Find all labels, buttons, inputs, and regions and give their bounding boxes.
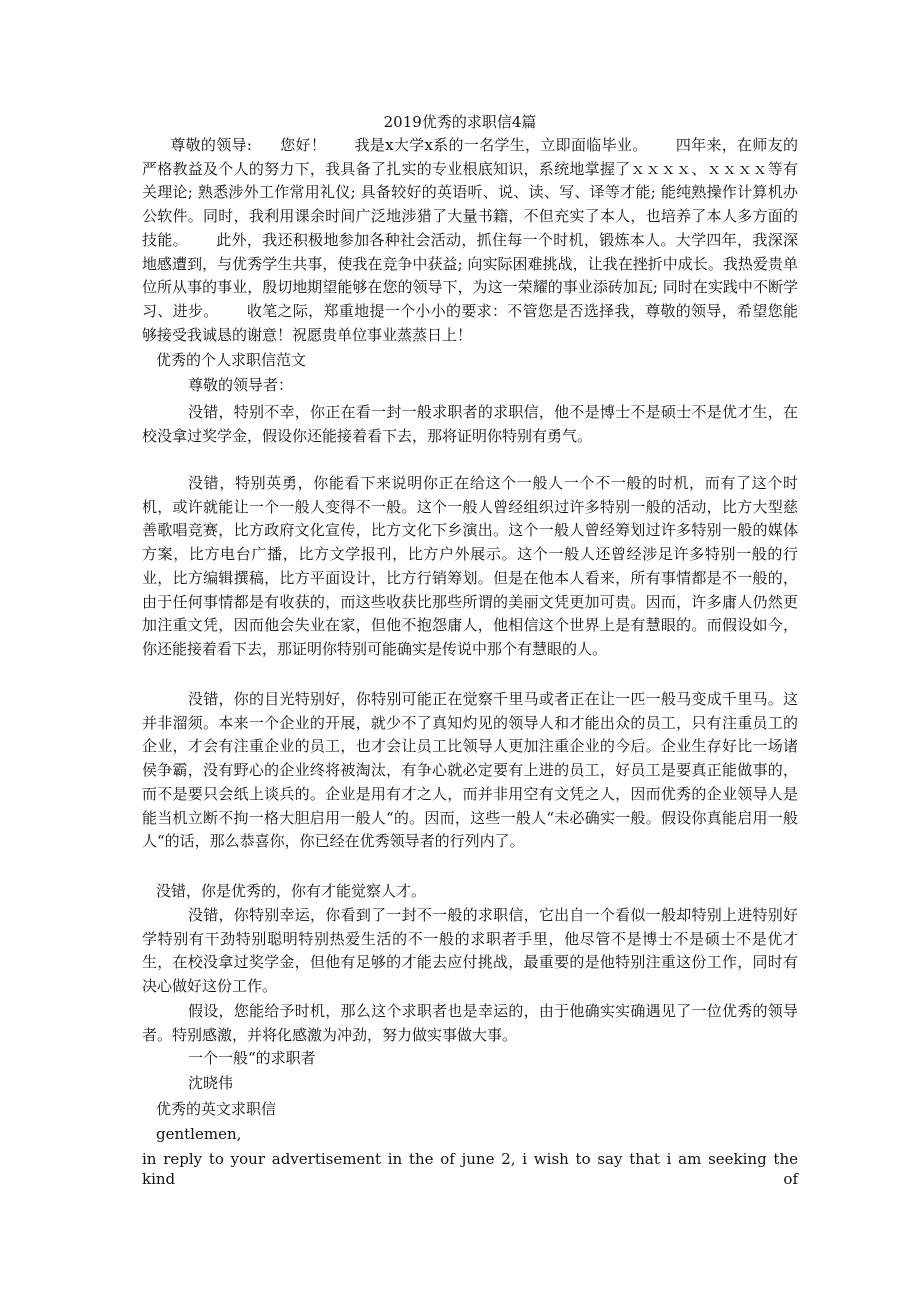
letter1-intro: 我是x大学x系的一名学生，立即面临毕业。 xyxy=(354,136,648,154)
letter2-heading: 优秀的个人求职信范文 xyxy=(156,351,307,369)
letter2-paragraph-1: 没错，特别不幸，你正在看一封一般求职者的求职信，他不是博士不是硕士不是优才生，在校没拿过奖学金，假设你还能接着看下去，那将证明你特别有勇气。 xyxy=(142,403,798,445)
letter1-greeting: 您好！ xyxy=(279,136,327,154)
letter2-paragraph-3: 没错，你的目光特别好，你特别可能正在觉察千里马或者正在让一匹一般马变成千里马。这并非溜须。本来一个企业的开展，就少不了真知灼见的领导人和才能出众的员工，只有注重员工的企业，才会有注重企业的员工，也才会让员工比领导人更加注重企业的今后。企业生存好比一场诸侯争霸，没有野心的企业终将被淘汰，有争心就必定要有上进的员工，好员工是要真正能做事的，而不是要只会纸上谈兵的。企业是用有才之人，而并非用空有文凭之人，因而优秀的企业领导人是能当机立断不拘一格大胆启用一般人“的。因而，这些一般人“未必确实一般。假设你真能启用一般人“的话，那么恭喜你，你已经在优秀领导者的行列内了。 xyxy=(142,690,798,851)
letter3-heading: 优秀的英文求职信 xyxy=(156,1100,277,1118)
letter1-salutation: 尊敬的领导: xyxy=(170,136,252,154)
letter1-body xyxy=(142,134,798,347)
letter1-activities: 此外，我还积极地参加各种社会活动，抓住每一个时机，锻炼本人。大学四年，我深深地感遭到，与优秀学生共事，使我在竞争中获益; 向实际困难挑战，让我在挫折中成长。我热爱贵单位所从事的事业，殷切地期望能够在您的领导下，为这一荣耀的事业添砖加瓦; 同时在实践中不断学习、进步。 xyxy=(142,230,798,320)
letter1-skills: 四年来，在师友的严格教益及个人的努力下，我具备了扎实的专业根底知识，系统地掌握了ｘｘｘｘ、ｘｘｘｘ等有关理论; 熟悉涉外工作常用礼仪; 具备较好的英语听、说、读、写、译等才能; 能纯熟操作计算机办公软件。同时，我利用课余时间广泛地涉猎了大量书籍，不但充实了本人，也培养了本人多方面的技能。 xyxy=(142,136,798,249)
letter2-closing: 一个一般“的求职者 xyxy=(188,1049,316,1067)
document-title: 2019优秀的求职信4篇 xyxy=(383,113,537,131)
letter2-paragraph-4: 没错，你是优秀的，你有才能觉察人才。 xyxy=(156,882,427,900)
letter2-paragraph-2: 没错，特别英勇，你能看下来说明你正在给这个一般人一个不一般的时机，而有了这个时机，或许就能让一个一般人变得不一般。这个一般人曾经组织过许多特别一般的活动，比方大型慈善歌唱竞赛，比方政府文化宣传，比方文化下乡演出。这个一般人曾经筹划过许多特别一般的媒体方案，比方电台广播，比方文学报刊，比方户外展示。这个一般人还曾经涉足许多特别一般的行业，比方编辑撰稿，比方平面设计，比方行销筹划。但是在他本人看来，所有事情都是不一般的，由于任何事情都是有收获的，而这些收获比那些所谓的美丽文凭更加可贵。因而，许多庸人仍然更加注重文凭，因而他会失业在家，但他不抱怨庸人，他相信这个世界上是有慧眼的。而假设如今，你还能接着看下去，那证明你特别可能确实是传说中那个有慧眼的人。 xyxy=(142,474,798,658)
letter2-paragraph-6: 假设，您能给予时机，那么这个求职者也是幸运的，由于他确实实确遇见了一位优秀的领导者。特别感激，并将化感激为冲劲，努力做实事做大事。 xyxy=(142,1002,798,1044)
letter2-signature: 沈晓伟 xyxy=(188,1074,234,1092)
letter2-paragraph-5: 没错，你特别幸运，你看到了一封不一般的求职信，它出自一个看似一般却特别上进特别好学特别有干劲特别聪明特别热爱生活的不一般的求职者手里，他尽管不是博士不是硕士不是优才生，在校没拿过奖学金，但他有足够的才能去应付挑战，最重要的是他特别注重这份工作，同时有决心做好这份工作。 xyxy=(142,906,798,996)
letter3-salutation: gentlemen, xyxy=(156,1125,242,1143)
letter1-closing: 收笔之际，郑重地提一个小小的要求：不管您是否选择我，尊敬的领导，希望您能够接受我诚恳的谢意！祝愿贵单位事业蒸蒸日上！ xyxy=(142,301,798,344)
letter2-salutation: 尊敬的领导者： xyxy=(188,376,294,394)
letter3-paragraph-1: in reply to your advertisement in the of june 2, i wish to say that i am seeking the kind of xyxy=(142,1150,798,1188)
